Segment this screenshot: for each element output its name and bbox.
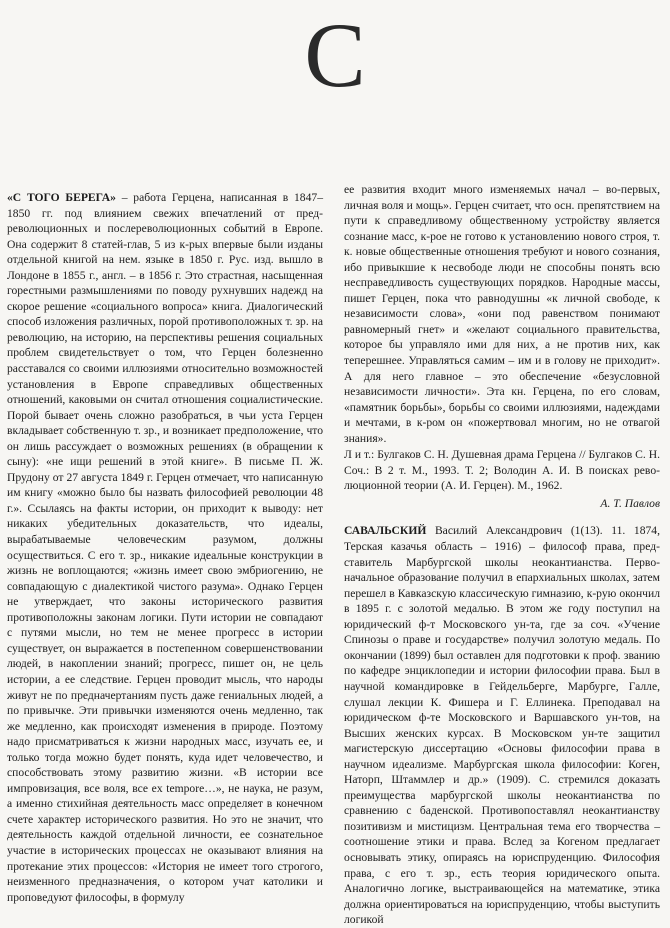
article-s-togo-berega: [7, 190, 323, 905]
article-text: – работа Герцена, написанная в 1847–1850 гг. под влиянием свежих впечатлений от предреволюционных и послереволюционных событий в Европе. Она содержит 8 статей-глав, 5 из к-рых впервые были изданы отдельной книгой на нем. языке в 1850 г. Рус. изд. вышло в Лондоне в 1855 г., англ. – в 1856 г. Это страстная, насыщенная горестными размышлениями по поводу рухнувших надежд на скорое решение «социального вопроса» книга. Диалогический способ изложения различных, порой противоположных т. зр. на революцию, на историю, на перспективы решения социальных проблем свидетельствует о том, что Герцен болезненно расставался со своими иллюзиями относительно возможностей установления в Европе справедливых общественных отношений, каковыми он считал отношения социалистические. Порой бывает очень сложно разобраться, в чьи уста Герцен вкладывает собственную т. зр., и возникает предположение, что он лишь рассуждает о возможных решениях (в обращении к сыну): «не ищи решений в этой книге». В письме П. Ж. Прудону от 27 августа 1849 г. Герцен отмечает, что написанную им книгу «можно было бы назвать философией революции 48 г.». Ссылаясь на факты истории, он приходит к выводу: нет никаких убедительных доказательств, что идеалы, вырабатываемые человеческим разумом, должны осуществиться. С его т. зр., никакие идеальные конструкции в жизнь не воплощаются; «жизнь имеет свою эмбриогению, не совпадающую с диалектикой чистого разума». Однако Герцен не утверждает, что законы исторического развития противоположны законам логики. Пути истории не совпадают с путями мысли, но тем не менее прогресс в истории существует, он выражается в постепенном совершенствовании людей, в накоплении знаний; прогресс, пишет он, не цель истории, а ее следствие. Герцен проводит мысль, что народы живут не по предначертаниям пусть даже гениальных людей, а по привычке. Эти привычки изменяются очень медленно, так же медленно, как происходят изменения в природе. Поэтому надо присматриваться к жизни народных масс, изучать ее, и только тогда можно будет понять, куда идет человечество, и способствовать этому развитию жизни. «В истории все импровизация, все воля, все ex tempore…», не наука, не разум, а именно стихийная деятельность масс определяет в конечном счете характер исторического развития. Но это не значит, что деятельность каждой отдельной личности, ее сознательное участие в исторических процессах не оказывают влияния на протекание этих процессов: «История не имеет того строгого, неизменного предназначения, о котором учат католики и проповедуют философы, в формулу: [7, 191, 323, 904]
article-continuation: ее развития входит много изменяемых начал – во-первых, личная воля и мощь». Герцен считает, что осн. препятствием на пути к справедливому общественному устройству является сознание масс, к-рое не готово к установлению нового строя, т. к. новые общественные отношения требуют и нового сознания, ибо привыкшие к несвободе люди не способны понять всю несправедливость существующих порядков. Народные массы, пишет Герцен, пока что равнодушны «к личной свободе, к независимости слова», «они под равенством понимают равномерный гнет» и «желают социального правительства, которое бы управляло ими для них, а не против них, как теперешнее. Управляться самим – им и в голову не приходит». А для него главное – это обеспечение «безусловной независимости личности». Эта кн. Герцена, по его словам, «памятник борьбы», борьбы со своими иллюзиями, надеждами и мечтами, в к-ром он «пожертвовал многим, но не отвагой знания».: [344, 183, 660, 445]
article-heading: САВАЛЬСКИЙ: [344, 524, 427, 538]
article-text: Василий Александрович (1(13). 11. 1874, Терская казачья область – 1916) – философ права, представитель Марбургской школы неокантианства. Первоначальное образование получил в епархиальных школах, затем перешел в Кавказскую классическую гимназию, к-рую окончил в 1895 г. с золотой медалью. В этом же году поступил на юридический ф-т Московского ун-та, где за соч. «Учение Спинозы о праве и государстве» получил золотую медаль. По окончании (1899) был оставлен для подготовки к проф. званию по кафедре энциклопедии и истории философии права. Был в научной командировке в Гейдельберге, Марбурге, Галле, слушал лекции К. Фишера и Г. Еллинека. Преподавал на юридическом ф-те Московского и Варшавского ун-тов, на Высших женских курсах. В Московском ун-те защитил магистерскую диссертацию «Основы философии права в научном идеализме. Марбургская школа философии: Коген, Наторп, Штаммлер и др.» (1909). С. стремился доказать преимущества марбургской школы неокантианства по сравнению с баденской. Противопоставлял неокантианству позитивизм и мистицизм. Центральная тема его творчества – соотношение этики и права. Вслед за Когеном предлагает основывать этику, опираясь на юриспруденцию. Философия права, с его т. зр., есть теория юридического опыта. Аналогично логике, выстраивающейся на математике, этика должна ориентироваться на юриспруденцию, чтобы выступить логикой: [344, 524, 660, 927]
right-column: [344, 182, 660, 927]
article-author: А. Т. Павлов: [600, 496, 660, 510]
section-letter: С: [304, 4, 366, 106]
article-heading: «С ТОГО БЕРЕГА»: [7, 191, 116, 204]
literature-references: Л и т.: Булгаков С. Н. Душевная драма Герцена // Булгаков С. Н. Соч.: В 2 т. М., 1993. Т. 2; Володин А. И. В поисках революционной теории (А. И. Герцен). М., 1962.: [344, 448, 660, 493]
left-column: [7, 190, 323, 904]
article-divider: [344, 511, 660, 523]
article-savalsky: [344, 523, 660, 927]
